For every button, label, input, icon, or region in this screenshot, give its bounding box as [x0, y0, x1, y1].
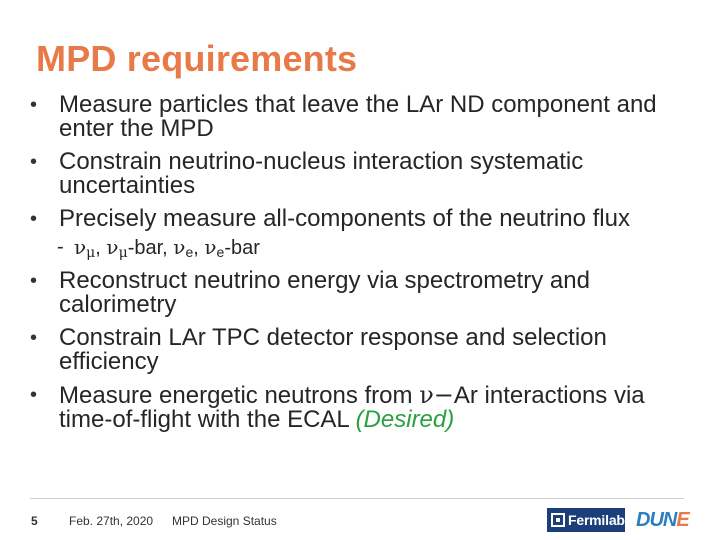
flavor-subscript: e	[216, 244, 225, 260]
bullet-marker: •	[30, 94, 38, 116]
bullet-marker: •	[30, 208, 38, 230]
bullet-text: Precisely measure all-components of the neutrino flux	[59, 205, 630, 232]
flavor-suffix: -bar	[224, 237, 260, 259]
flavor-numu-bar	[106, 237, 173, 259]
bullet-text: Reconstruct neutrino energy via spectrometry and calorimetry	[59, 267, 590, 318]
flavor-suffix: ,	[95, 237, 107, 259]
dune-wordmark-n: N	[662, 509, 677, 531]
bullet-text: Measure particles that leave the LAr ND component and enter the MPD	[59, 91, 657, 142]
page-number: 5	[31, 514, 38, 528]
dune-wordmark-du: DU	[636, 509, 663, 531]
bullet-text: Constrain neutrino-nucleus interaction systematic uncertainties	[59, 148, 584, 199]
bullet-marker: •	[30, 151, 38, 173]
dune-wordmark-e: E	[676, 509, 689, 531]
bullet-list	[30, 93, 700, 441]
flavor-subscript: μ	[118, 245, 128, 261]
slide-title: MPD requirements	[36, 38, 358, 79]
bullet-text: Measure energetic neutrons from	[59, 382, 420, 409]
bullet-item	[30, 326, 700, 374]
bullet-item	[30, 207, 700, 231]
desired-tag: (Desired)	[355, 406, 455, 433]
fermilab-wordmark: Fermilab	[568, 512, 625, 528]
bullet-item	[30, 93, 700, 141]
sub-bullet-dash: -	[57, 236, 64, 258]
fermilab-mark-icon	[551, 513, 565, 527]
nu-symbol: ν	[74, 235, 87, 259]
nu-symbol: ν	[204, 235, 217, 259]
sub-bullet-flavors	[30, 235, 700, 260]
flavor-subscript: e	[185, 244, 194, 260]
flavor-nue-bar	[204, 237, 260, 259]
dune-logo	[636, 509, 689, 532]
flavor-suffix: -bar,	[127, 237, 174, 259]
bullet-marker: •	[30, 327, 38, 349]
fermilab-logo	[547, 508, 625, 532]
footer-label: MPD Design Status	[172, 514, 277, 528]
bullet-item	[30, 269, 700, 317]
bullet-text-continued: Ar interactions via time-of-flight with the ECAL	[59, 382, 645, 433]
bullet-text: Constrain LAr TPC detector response and selection efficiency	[59, 324, 607, 375]
flavor-subscript: μ	[86, 245, 96, 261]
footer-divider	[30, 498, 684, 499]
footer-date: Feb. 27th, 2020	[69, 514, 154, 528]
flavor-numu	[74, 237, 106, 259]
bullet-item	[30, 150, 700, 198]
bullet-marker: •	[30, 270, 38, 292]
flavor-nue	[173, 237, 204, 259]
nu-ar-symbol: ν−	[419, 381, 454, 409]
nu-symbol: ν	[173, 235, 186, 259]
bullet-marker: •	[30, 384, 38, 406]
flavor-suffix: ,	[193, 237, 205, 259]
bullet-item	[30, 383, 700, 432]
nu-symbol: ν	[106, 235, 119, 259]
